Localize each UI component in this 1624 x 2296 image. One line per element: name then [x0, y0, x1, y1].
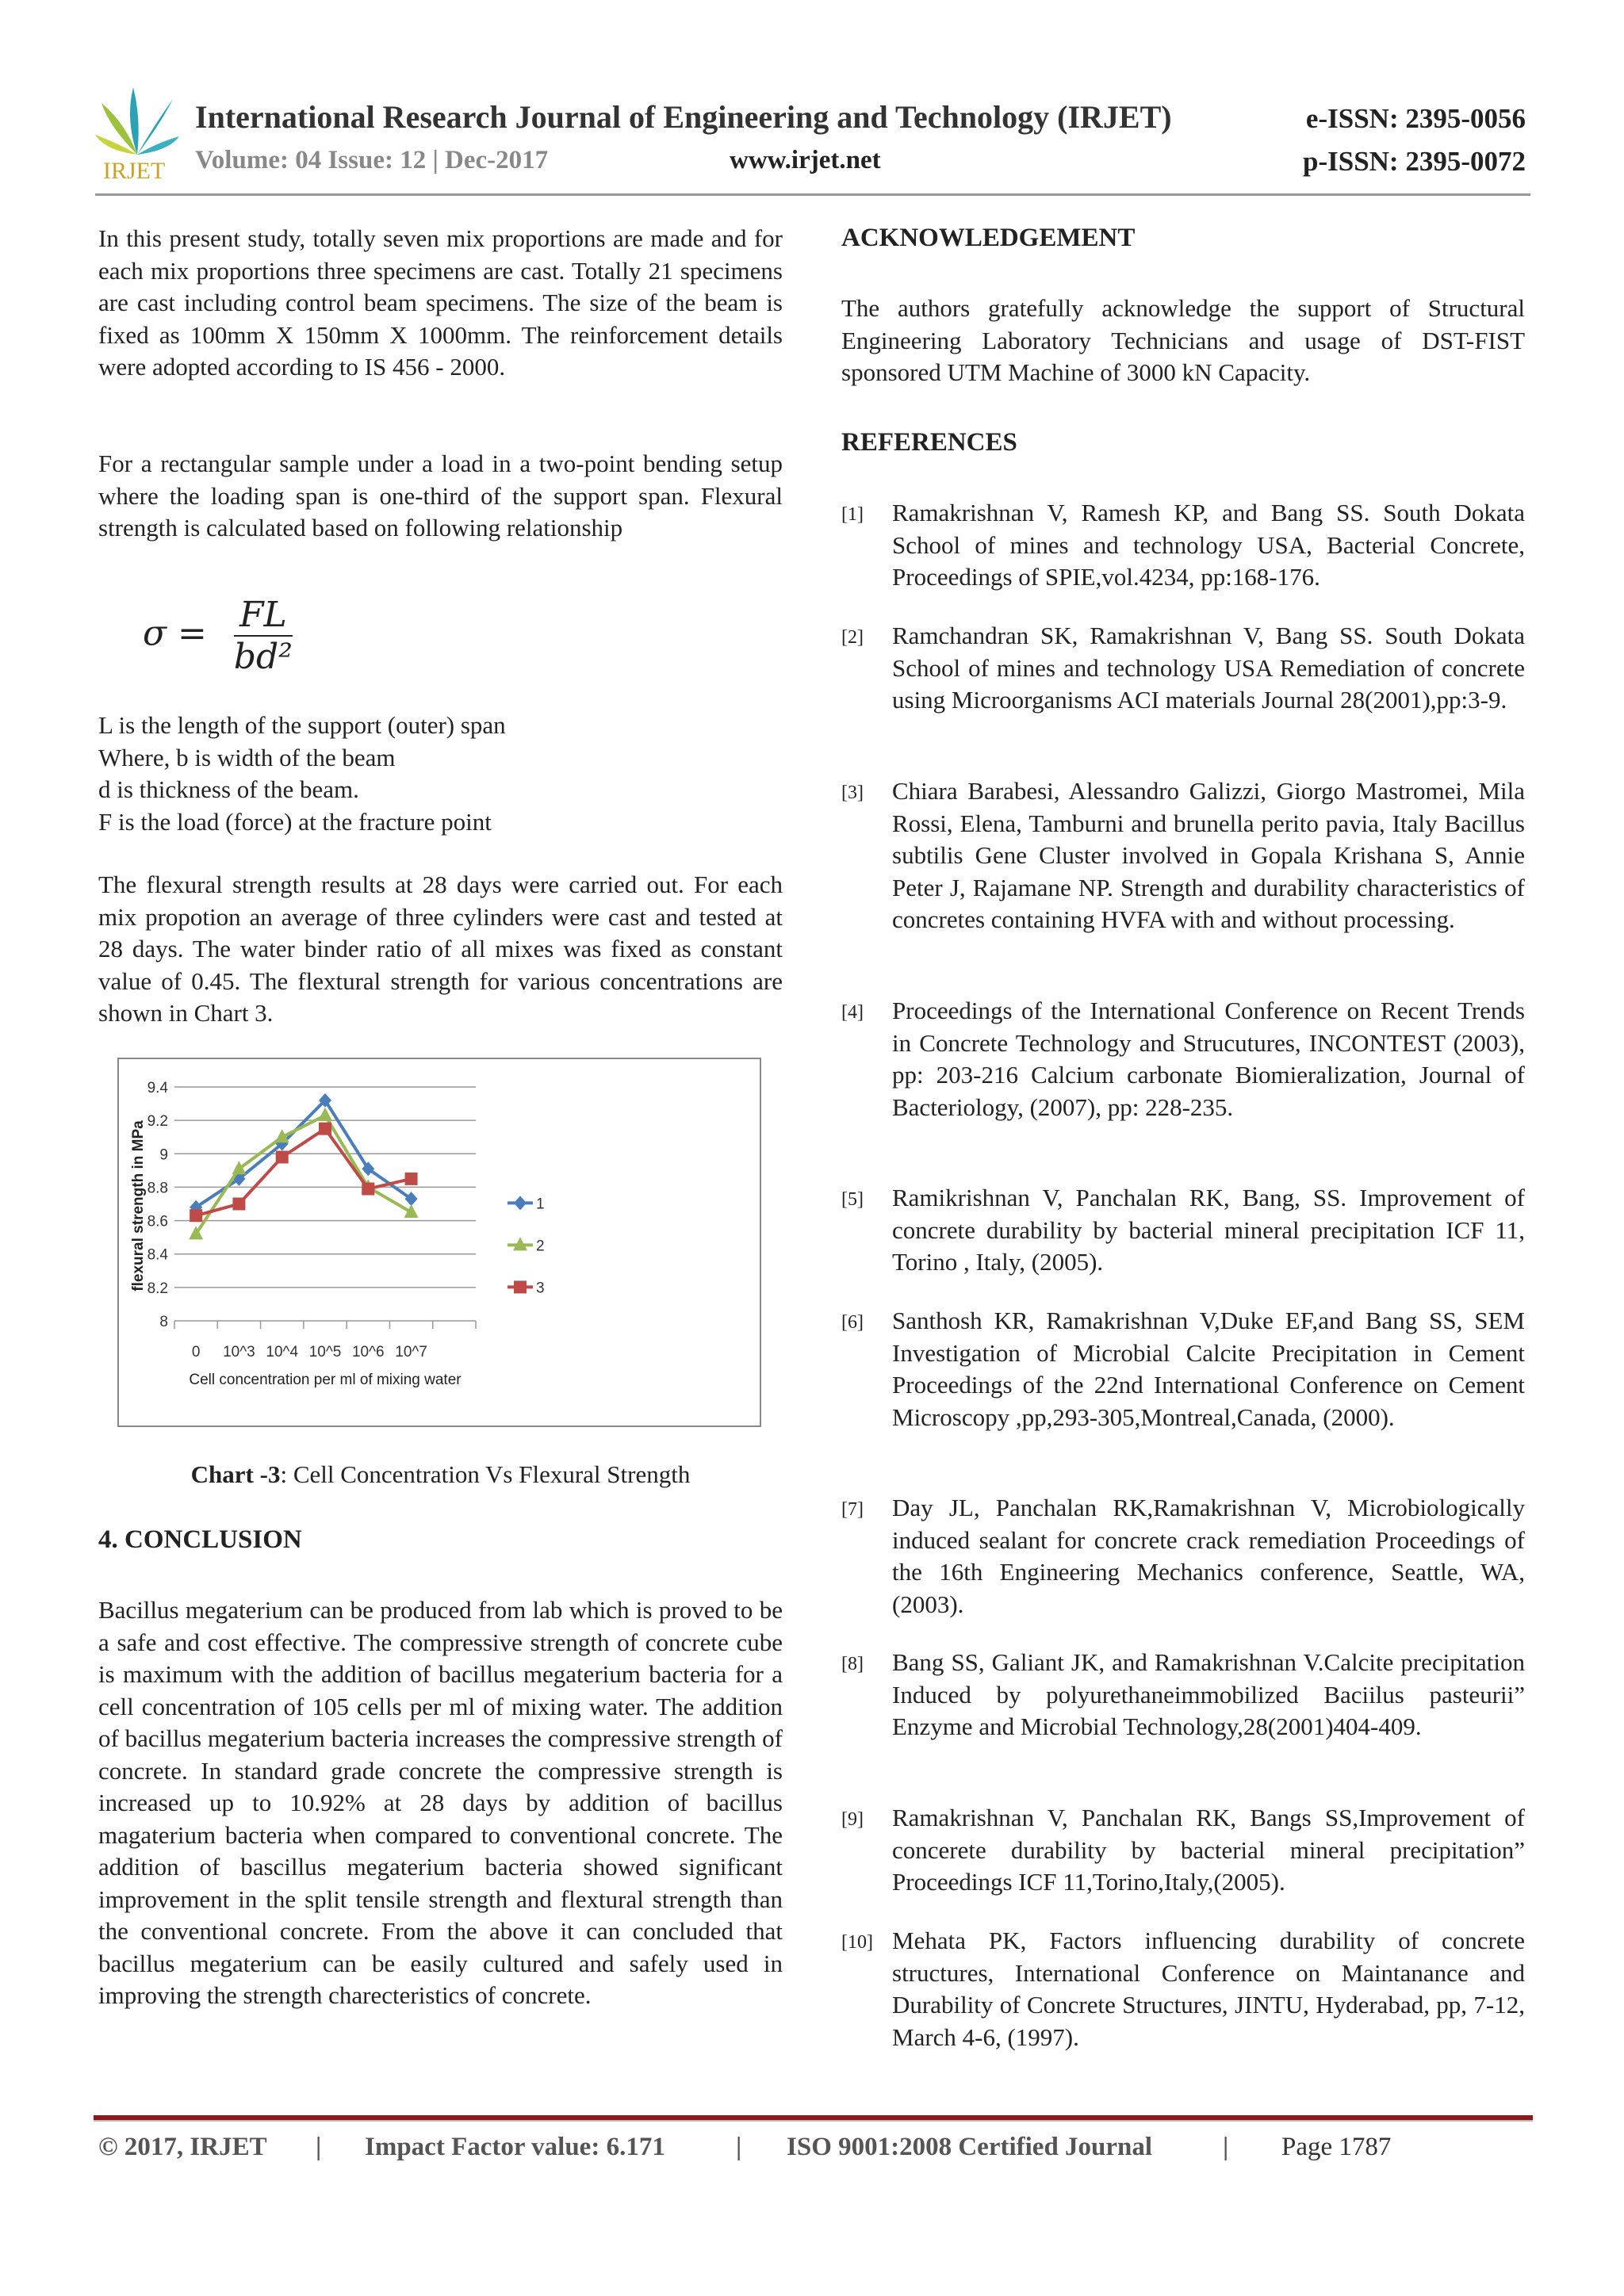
paragraph: In this present study, totally seven mix proportions are made and for each mix proportions three specimens are cast. Totally 21 specimens are cast including control beam specimens. The size of the beam is fixed as 100mm X 150mm X 1000mm. The reinforcement details were adopted according to IS 456 - 2000.: [98, 224, 783, 381]
reference-text: Santhosh KR, Ramakrishnan V,Duke EF,and Bang SS, SEM Investigation of Microbial Calcite Precipitation in Cement Proceedings of the 22nd International Conference on Cement Microscopy ,pp,293-305,Montreal,Canada, (2000).: [892, 1307, 1525, 1431]
reference-number: [9]: [841, 1809, 864, 1830]
data-point-series-3: [190, 1209, 202, 1222]
footer-separator: |: [316, 2133, 322, 2161]
y-tick-label: 8: [159, 1314, 168, 1330]
y-axis-label: flexural strength in MPa: [130, 1120, 147, 1292]
data-point-series-3: [319, 1123, 331, 1135]
reference-item: [841, 1647, 1525, 1743]
y-tick-label: 9.4: [147, 1080, 168, 1096]
reference-text: Ramakrishnan V, Panchalan RK, Bangs SS,Improvement of concerete durability by bacterial mineral precipitation” Proceedings ICF 11,Torino,Italy,(2005).: [892, 1804, 1525, 1896]
definition: F is the load (force) at the fracture point: [98, 807, 492, 836]
x-tick-label: 10^5: [308, 1344, 342, 1360]
reference-number: [1]: [841, 504, 864, 525]
reference-text: Mehata PK, Factors influencing durability of concrete structures, International Conference on Maintanance and Durability of Concrete Structures, JINTU, Hyderabad, pp, 7-12, March 4-6, (1997).: [892, 1927, 1525, 2051]
y-tick-label: 9: [159, 1146, 168, 1164]
chart-frame: [117, 1058, 761, 1427]
pissn: p-ISSN: 2395-0072: [1302, 146, 1526, 177]
website-link[interactable]: www.irjet.net: [730, 146, 881, 174]
conclusion-text: Bacillus megaterium can be produced from lab which is proved to be a safe and cost effective. The compressive strength of concrete cube is maximum with the addition of bacillus megaterium bacteria for a cell concentration of 105 cells per ml of mixing water. The addition of bacillus megaterium bacteria increases the compressive strength of concrete. In standard grade concrete the compressive strength is increased up to 10.92% at 28 days by addition of bacillus magaterium bacteria when compared to conventional concrete. The addition of bascillus megaterium bacteria showed significant improvement in the split tensile strength and flextural strength than the conventional concrete. From the above it can concluded that bacillus megaterium can be easily cultured and safely used in improving the strength charecteristics of concrete.: [98, 1596, 783, 2009]
footer-separator: |: [736, 2133, 742, 2161]
y-tick-label: 8.8: [147, 1180, 168, 1197]
references-heading: REFERENCES: [841, 428, 1017, 457]
reference-item: [841, 1925, 1525, 2053]
footer-separator: |: [1223, 2133, 1229, 2161]
reference-item: [841, 1305, 1525, 1433]
reference-number: [5]: [841, 1189, 864, 1210]
reference-number: [6]: [841, 1312, 864, 1333]
x-tick-label: 0: [191, 1344, 201, 1360]
reference-text: Ramakrishnan V, Ramesh KP, and Bang SS. South Dokata School of mines and technology USA, Bacterial Concrete, Proceedings of SPIE,vol.4234, pp:168-176.: [892, 499, 1525, 591]
caption-label: Chart -3: [190, 1460, 281, 1488]
reference-number: [10]: [841, 1932, 873, 1953]
definition: d is thickness of the beam.: [98, 775, 359, 803]
reference-number: [2]: [841, 627, 864, 648]
reference-item: [841, 1492, 1525, 1621]
reference-number: [3]: [841, 783, 864, 803]
y-tick-label: 9.2: [147, 1113, 168, 1131]
formula: [143, 595, 293, 677]
reference-text: Day JL, Panchalan RK,Ramakrishnan V, Microbiologically induced sealant for concrete crack remediation Proceedings of the 16th Engineering Mechanics conference, Seattle, WA, (2003).: [892, 1494, 1525, 1618]
x-axis-label: Cell concentration per ml of mixing water: [189, 1372, 462, 1388]
footer-copyright: © 2017, IRJET: [98, 2133, 267, 2161]
footer-page: Page 1787: [1281, 2133, 1392, 2161]
legend-label: 1: [536, 1196, 545, 1213]
acknowledgement-text: The authors gratefully acknowledge the support of Structural Engineering Laboratory Technicians and usage of DST-FIST sponsored UTM Machine of 3000 kN Capacity.: [841, 294, 1525, 386]
flexural-strength-chart: [119, 1059, 760, 1425]
footer-iso: ISO 9001:2008 Certified Journal: [787, 2133, 1153, 2161]
y-tick-label: 8.2: [147, 1280, 168, 1297]
formula-denominator: bd²: [233, 637, 293, 677]
paragraph: The flexural strength results at 28 days were carried out. For each mix propotion an average of three cylinders were cast and tested at 28 days. The water binder ratio of all mixes was fixed as constant value of 0.45. The flextural strength for various concentrations are shown in Chart 3.: [98, 871, 783, 1027]
reference-text: Ramikrishnan V, Panchalan RK, Bang, SS. Improvement of concrete durability by bacterial mineral precipitation ICF 11, Torino , Italy, (2005).: [892, 1184, 1525, 1276]
reference-item: [841, 620, 1525, 717]
legend-label: 3: [536, 1280, 545, 1297]
legend-label: 2: [536, 1238, 545, 1255]
reference-item: [841, 995, 1525, 1123]
x-tick-label: 10^4: [266, 1344, 299, 1360]
reference-number: [4]: [841, 1002, 864, 1023]
reference-number: [7]: [841, 1499, 864, 1520]
reference-text: Bang SS, Galiant JK, and Ramakrishnan V.Calcite precipitation Induced by polyurethaneimmobilized Baciilus pasteurii” Enzyme and Microbial Technology,28(2001)404-409.: [892, 1648, 1525, 1740]
formula-numerator: FL: [234, 595, 293, 637]
data-point-series-3: [232, 1198, 245, 1211]
reference-item: [841, 497, 1525, 594]
volume-info: Volume: 04 Issue: 12 | Dec-2017: [195, 146, 549, 174]
legend-marker: [514, 1280, 527, 1293]
definition: Where, b is width of the beam: [98, 743, 396, 771]
x-tick-label: 10^7: [395, 1344, 427, 1360]
chart-caption: [98, 1460, 783, 1489]
x-tick-label: 10^6: [351, 1344, 385, 1360]
definition: L is the length of the support (outer) span: [98, 711, 506, 739]
journal-title: International Research Journal of Engineering and Technology (IRJET): [195, 99, 1172, 135]
y-tick-label: 8.4: [147, 1246, 168, 1264]
footer-impact: Impact Factor value: 6.171: [365, 2133, 665, 2161]
irjet-logo: [94, 79, 181, 182]
conclusion-heading: 4. CONCLUSION: [98, 1525, 302, 1554]
x-tick-label: 10^3: [223, 1344, 255, 1360]
data-point-series-3: [276, 1151, 289, 1164]
acknowledgement-heading: ACKNOWLEDGEMENT: [841, 224, 1136, 252]
series-line-3: [196, 1129, 411, 1216]
reference-text: Chiara Barabesi, Alessandro Galizzi, Giorgo Mastromei, Mila Rossi, Elena, Tamburni and brunella perito pavia, Italy Bacillus subtilis Gene Cluster involved in Gopala Krishana S, Annie Peter J, Rajamane NP. Strength and durability characteristics of concretes containing HVFA with and without processing.: [892, 777, 1525, 933]
definitions: [98, 710, 783, 838]
reference-item: [841, 775, 1525, 936]
footer-divider: [94, 2115, 1533, 2122]
data-point-series-3: [362, 1183, 374, 1196]
reference-item: [841, 1802, 1525, 1899]
data-point-series-2: [232, 1161, 246, 1174]
legend-marker: [514, 1196, 527, 1210]
header-divider: [95, 193, 1530, 196]
eissn: e-ISSN: 2395-0056: [1305, 103, 1526, 134]
reference-text: Ramchandran SK, Ramakrishnan V, Bang SS. South Dokata School of mines and technology USA Remediation of concrete using Microorganisms ACI materials Journal 28(2001),pp:3-9.: [892, 622, 1525, 714]
svg-text:IRJET: IRJET: [103, 158, 166, 182]
data-point-series-3: [405, 1173, 418, 1185]
caption-text: : Cell Concentration Vs Flexural Strength: [280, 1460, 691, 1488]
formula-lhs: σ =: [143, 613, 207, 654]
reference-number: [8]: [841, 1654, 864, 1674]
y-tick-label: 8.6: [147, 1213, 168, 1230]
reference-text: Proceedings of the International Conference on Recent Trends in Concrete Technology and Strucutures, INCONTEST (2003), pp: 203-216 Calcium carbonate Biomieralization, Journal of Bacteriology, (2007), pp: 228-235.: [892, 997, 1525, 1121]
paragraph: For a rectangular sample under a load in a two-point bending setup where the loading span is one-third of the support span. Flexural strength is calculated based on following relationship: [98, 450, 783, 541]
reference-item: [841, 1182, 1525, 1279]
